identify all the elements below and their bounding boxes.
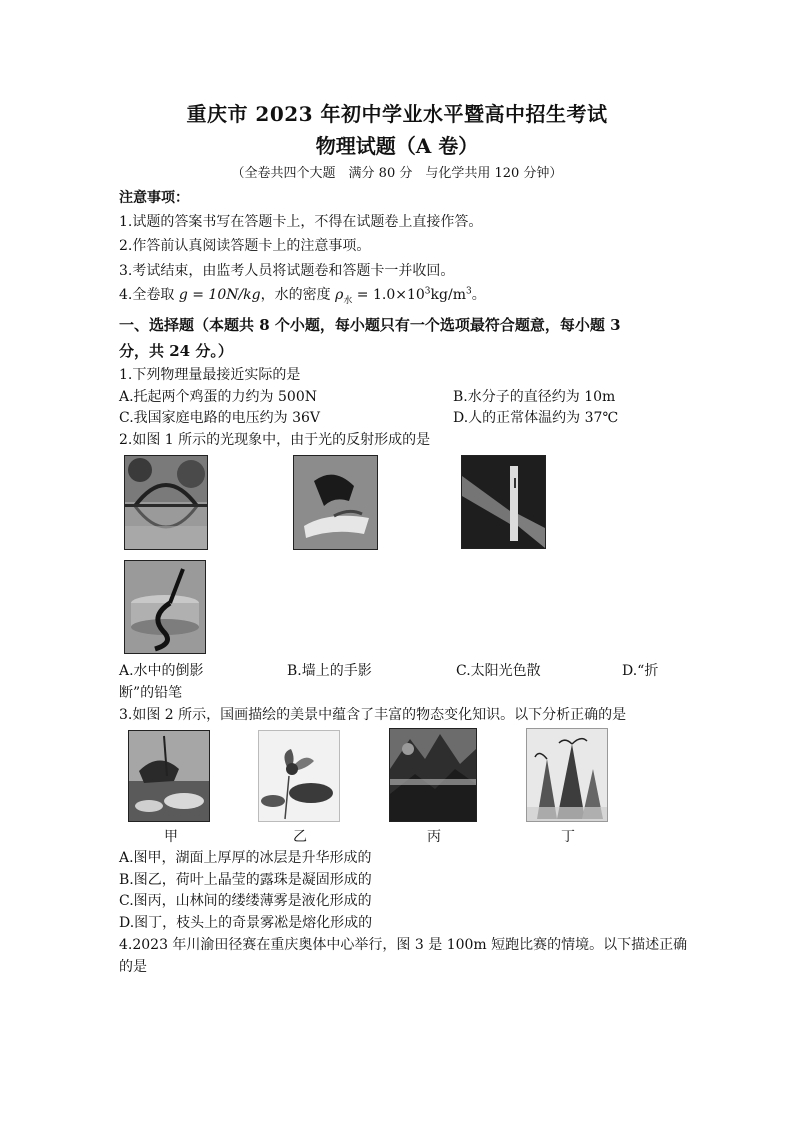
q1-option-b: B.水分子的直径约为 10m	[453, 389, 616, 405]
notes-heading: 注意事项：	[119, 190, 189, 206]
figure-bent-pencil	[124, 560, 206, 654]
q2-option-d-line2: 断”的铅笔	[119, 685, 183, 701]
figure-hand-shadow	[293, 455, 378, 550]
q2-stem: 2.如图 1 所示的光现象中，由于光的反射形成的是	[119, 432, 431, 448]
painting-label-ding: 丁	[561, 829, 575, 845]
painting-label-yi: 乙	[293, 829, 307, 845]
note-2: 2.作答前认真阅读答题卡上的注意事项。	[119, 238, 371, 254]
q3-option-c: C.图丙，山林间的缕缕薄雾是液化形成的	[119, 893, 372, 909]
figure-painting-ding	[526, 728, 608, 822]
q3-stem: 3.如图 2 所示，国画描绘的美景中蕴含了丰富的物态变化知识。以下分析正确的是	[119, 707, 627, 723]
q3-option-b: B.图乙，荷叶上晶莹的露珠是凝固形成的	[119, 872, 372, 888]
figure-prism-dispersion	[461, 455, 546, 549]
note-4: 4.全卷取 g = 10N/kg，水的密度 $\rho_水 = 1.0\times 10^3kg/m^3$。	[119, 286, 486, 306]
exam-info: （全卷共四个大题 满分 80 分 与化学共用 120 分钟）	[231, 166, 563, 181]
q3-option-a: A.图甲，湖面上厚厚的冰层是升华形成的	[119, 850, 372, 866]
q4-stem-line1: 4.2023 年川渝田径赛在重庆奥体中心举行，图 3 是 100m 短跑比赛的情境。以下描述正确	[119, 937, 688, 953]
section-1-title-line2: 分，共 24 分。）	[119, 342, 233, 360]
q2-option-b: B.墙上的手影	[287, 663, 372, 679]
painting-label-bing: 丙	[427, 829, 441, 845]
section-1-title-line1: 一、选择题（本题共 8 个小题，每小题只有一个选项最符合题意，每小题 3	[119, 316, 621, 334]
note-3: 3.考试结束，由监考人员将试题卷和答题卡一并收回。	[119, 263, 455, 279]
figure-painting-yi	[258, 730, 340, 822]
figure-painting-bing	[389, 728, 477, 822]
figure-bridge-reflection	[124, 455, 208, 550]
q1-option-a: A.托起两个鸡蛋的力约为 500N	[119, 389, 317, 405]
q1-stem: 1.下列物理量最接近实际的是	[119, 367, 301, 383]
exam-title: 重庆市 2023 年初中学业水平暨高中招生考试	[186, 102, 608, 126]
q2-option-a: A.水中的倒影	[119, 663, 204, 679]
q4-stem-line2: 的是	[119, 959, 147, 975]
q1-option-c: C.我国家庭电路的电压约为 36V	[119, 410, 321, 426]
q3-option-d: D.图丁，枝头上的奇景雾凇是熔化形成的	[119, 915, 373, 931]
note-1: 1.试题的答案书写在答题卡上，不得在试题卷上直接作答。	[119, 214, 483, 230]
q2-option-c: C.太阳光色散	[456, 663, 541, 679]
figure-painting-jia	[128, 730, 210, 822]
q1-option-d: D.人的正常体温约为 37℃	[453, 410, 619, 426]
painting-label-jia: 甲	[164, 829, 178, 845]
exam-subtitle: 物理试题（A 卷）	[315, 134, 479, 158]
q2-option-d-line1: D.“折	[622, 663, 659, 679]
